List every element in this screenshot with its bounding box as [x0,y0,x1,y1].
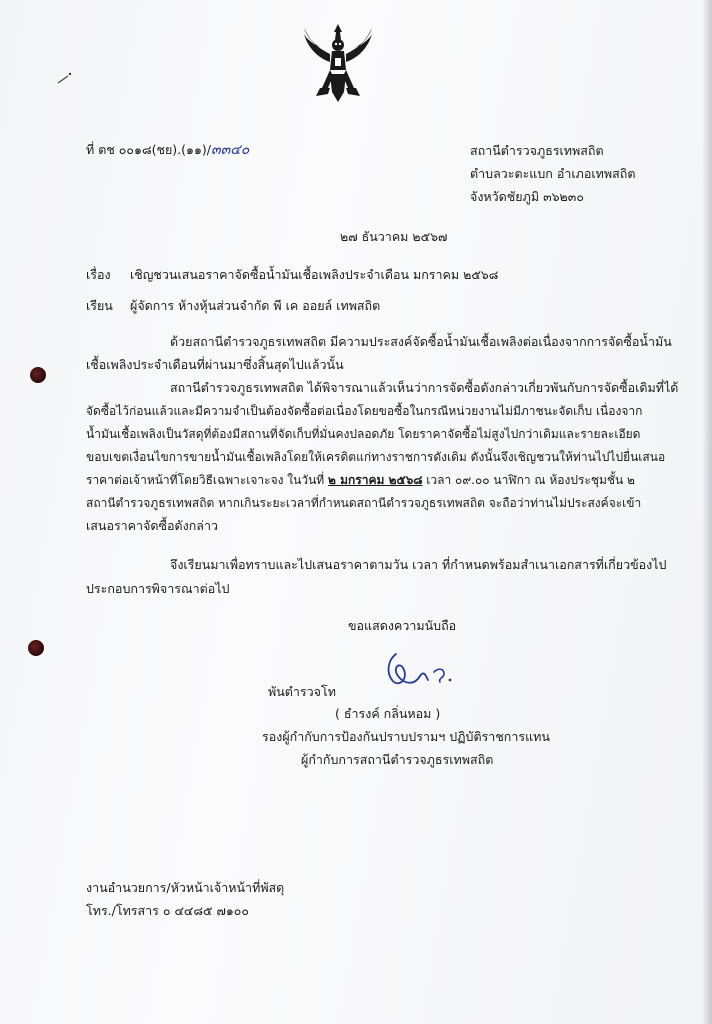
para2-line-6: สถานีตำรวจภูธรเทพสถิต หากเกินระยะเวลาที่กำหนดสถานีตำรวจภูธรเทพสถิต จะถือว่าท่านไม่ประสงค์จะเข้า [86,496,642,510]
subject-label: เรื่อง [86,267,111,282]
pen-mark-icon [56,70,76,86]
para3-line-2: ประกอบการพิจารณาต่อไป [86,581,230,596]
meeting-date: ๒ มกราคม ๒๕๖๘ [328,473,423,487]
para2-line-5 [86,472,635,488]
punch-hole-top [30,367,46,383]
document-date: ๒๗ ธันวาคม ๒๕๖๗ [340,229,448,244]
reference-number [86,142,249,158]
closing-text: ขอแสดงความนับถือ [348,618,457,633]
signer-title-2: ผู้กำกับการสถานีตำรวจภูธรเทพสถิต [301,752,494,767]
handwritten-signature-icon [378,650,468,694]
garuda-emblem-icon [300,18,376,110]
footer-phone: โทร./โทรสาร ๐ ๔๔๘๕ ๗๑๐๐ [86,903,250,918]
footer-unit: งานอำนวยการ/หัวหน้าเจ้าหน้าที่พัสดุ [86,880,285,895]
punch-hole-bottom [28,640,44,656]
sender-line-1: สถานีตำรวจภูธรเทพสถิต [470,143,604,158]
sender-line-3: จังหวัดชัยภูมิ ๓๖๒๓๐ [470,189,584,204]
para2-line-5-post: เวลา ๐๙.๐๐ นาฬิกา ณ ห้องประชุมชั้น ๒ [422,473,635,487]
signer-rank: พันตำรวจโท [268,684,336,699]
para2-line-3: น้ำมันเชื้อเพลิงเป็นวัสดุที่ต้องมีสถานที่จัดเก็บที่มั่นคงปลอดภัย โดยราคาจัดซื้อไม่สูงไปกว่าเดิมและรายละเอียด [86,427,641,441]
signer-title-1: รองผู้กำกับการป้องกันปราบปรามฯ ปฏิบัติราชการแทน [262,729,550,744]
para2-line-5-pre: ราคาต่อเจ้าหน้าที่โดยวิธีเฉพาะเจาะจง ในวันที่ [86,473,329,487]
subject-text: เชิญชวนเสนอราคาจัดซื้อน้ำมันเชื้อเพลิงประจำเดือน มกราคม ๒๕๖๘ [130,267,499,282]
para1-line-1: ด้วยสถานีตำรวจภูธรเทพสถิต มีความประสงค์จัดซื้อน้ำมันเชื้อเพลิงต่อเนื่องจากการจัดซื้อน้ำมัน [170,334,672,349]
para2-line-1: สถานีตำรวจภูธรเทพสถิต ได้พิจารณาแล้วเห็นว่าการจัดซื้อดังกล่าวเกี่ยวพันกับการจัดซื้อเดิมที่ได้ [170,380,679,395]
para2-line-7: เสนอราคาจัดซื้อดังกล่าว [86,518,218,533]
signer-name: ( ธำรงค์ กลิ่นหอม ) [335,706,441,721]
reference-handwritten: ๓๓๔๐ [211,142,250,158]
para2-line-4: ขอบเขตเงื่อนไขการขายน้ำมันเชื้อเพลิงโดยให้เครดิตแก่ทางราชการดังเดิม ดังนั้นจึงเชิญชวนให้ท่านไปไปยื่นเสนอ [86,450,666,464]
para1-line-2: เชื้อเพลิงประจำเดือนที่ผ่านมาซึ่งสิ้นสุดไปแล้วนั้น [86,357,344,372]
para2-line-2: จัดซื้อไว้ก่อนแล้วและมีความจำเป็นต้องจัดซื้อต่อเนื่องโดยขอซื้อในกรณีหน่วยงานไม่มีภาชนะจัดเก็บ เนื่องจาก [86,404,643,418]
to-text: ผู้จัดการ ห้างหุ้นส่วนจำกัด พี เค ออยล์ เทพสถิต [130,298,381,313]
para3-line-1: จึงเรียนมาเพื่อทราบและไปเสนอราคาตามวัน เวลา ที่กำหนดพร้อมสำเนาเอกสารที่เกี่ยวข้องไป [170,557,667,572]
signature-area [378,650,468,694]
sender-line-2: ตำบลวะตะแบก อำเภอเทพสถิต [470,166,636,181]
to-label: เรียน [86,298,113,313]
paper-edge-shadow [702,0,712,1024]
reference-prefix: ที่ ตช ๐๐๑๘(ชย).(๑๑)/ [86,142,211,157]
